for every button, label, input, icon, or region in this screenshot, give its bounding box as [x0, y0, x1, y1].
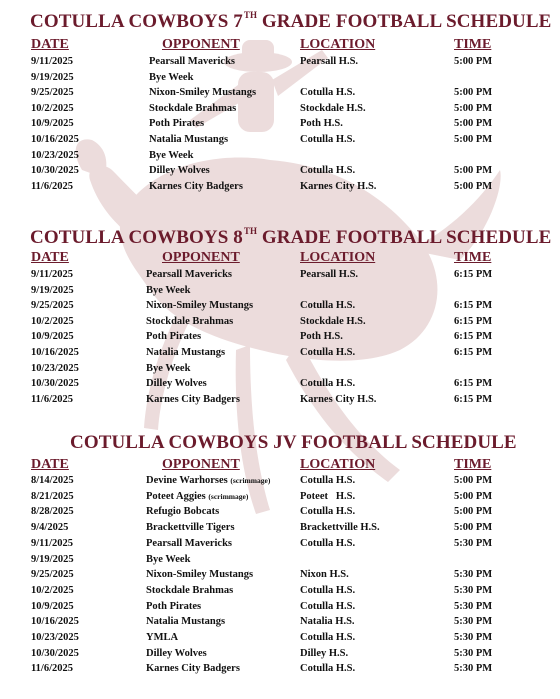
game-location: Pearsall H.S. [300, 56, 359, 67]
opponent-cell [146, 361, 190, 376]
game-time: 6:15 PM [454, 331, 493, 343]
opponent-name: YMLA [146, 632, 179, 643]
opponent-name: Devine Warhorses [146, 475, 228, 486]
opponent-cell [149, 116, 204, 131]
schedule-row [0, 101, 560, 116]
opponent-name: Brackettville Tigers [146, 522, 235, 534]
column-header-time: TIME [454, 250, 492, 265]
opponent-cell [146, 567, 253, 582]
column-header-date: DATE [31, 37, 69, 52]
opponent-cell [146, 267, 232, 282]
game-location: Cotulla H.S. [300, 600, 356, 612]
game-location: Cotulla H.S. [300, 475, 356, 486]
game-date: 10/16/2025 [31, 134, 79, 145]
schedule-row [0, 661, 560, 676]
schedule-row [0, 329, 560, 344]
game-location: Cotulla H.S. [300, 632, 356, 643]
schedule-row [0, 583, 560, 598]
game-location: Cotulla H.S. [300, 537, 356, 549]
opponent-cell [146, 614, 225, 629]
game-location: Cotulla H.S. [300, 506, 356, 518]
column-header-opponent: OPPONENT [162, 457, 240, 472]
game-time: 5:30 PM [454, 584, 493, 596]
schedule-row [0, 599, 560, 614]
game-location: Pearsall H.S. [300, 269, 359, 280]
schedule-row [0, 392, 560, 407]
game-location: Cotulla H.S. [300, 300, 356, 312]
game-location: Cotulla H.S. [300, 134, 356, 145]
game-time: 6:15 PM [454, 269, 493, 280]
game-time: 5:30 PM [454, 632, 493, 643]
column-header-location: LOCATION [300, 37, 376, 52]
game-date: 9/25/2025 [31, 569, 74, 581]
schedule-row [0, 567, 560, 582]
opponent-name: Natalia Mustangs [146, 347, 226, 358]
schedule-row [0, 536, 560, 551]
game-time: 5:00 PM [454, 87, 493, 99]
schedule-row [0, 473, 560, 488]
game-time: 5:00 PM [454, 134, 493, 145]
game-time: 5:00 PM [454, 475, 493, 486]
title-superscript: TH [243, 10, 258, 20]
opponent-name: Nixon-Smiley Mustangs [149, 87, 257, 99]
game-location: Cotulla H.S. [300, 378, 356, 390]
schedule-row [0, 116, 560, 131]
game-time: 6:15 PM [454, 315, 493, 327]
schedule-title [30, 10, 551, 33]
opponent-name: Karnes City Badgers [149, 180, 243, 192]
opponent-cell [149, 179, 243, 194]
schedule-row [0, 54, 560, 69]
column-header-time: TIME [454, 457, 492, 472]
game-location: Karnes City H.S. [300, 393, 377, 405]
opponent-name: Stockdale Brahmas [149, 102, 237, 114]
column-header-location: LOCATION [300, 250, 376, 265]
opponent-cell [146, 552, 190, 567]
column-header-date: DATE [31, 250, 69, 265]
opponent-cell [146, 298, 253, 313]
opponent-name: Dilley Wolves [146, 647, 207, 659]
game-time: 5:30 PM [454, 600, 493, 612]
opponent-cell [146, 504, 219, 519]
game-date: 8/21/2025 [31, 490, 74, 502]
opponent-cell [146, 314, 233, 329]
game-location: Dilley H.S. [300, 647, 349, 659]
opponent-cell [146, 583, 233, 598]
title-text: COTULLA COWBOYS 8 [30, 227, 243, 248]
game-date: 9/25/2025 [31, 300, 74, 312]
title-text: COTULLA COWBOYS 7 [30, 11, 243, 32]
column-header-opponent: OPPONENT [162, 250, 240, 265]
game-date: 8/28/2025 [31, 506, 74, 518]
game-date: 10/2/2025 [31, 584, 74, 596]
game-time: 5:30 PM [454, 647, 493, 659]
game-date: 10/2/2025 [31, 315, 74, 327]
column-header-date: DATE [31, 457, 69, 472]
game-date: 9/11/2025 [31, 269, 74, 280]
opponent-cell [146, 536, 232, 551]
game-time: 6:15 PM [454, 378, 493, 390]
schedule-row [0, 376, 560, 391]
opponent-cell [146, 599, 201, 614]
game-date: 9/19/2025 [31, 284, 74, 296]
opponent-name: Poteet Aggies [146, 490, 206, 502]
schedule-row [0, 70, 560, 85]
game-time: 5:00 PM [454, 490, 493, 502]
opponent-name: Dilley Wolves [149, 165, 210, 177]
game-time: 5:30 PM [454, 569, 493, 581]
game-date: 10/16/2025 [31, 616, 79, 628]
game-date: 10/23/2025 [31, 149, 79, 161]
game-location: Cotulla H.S. [300, 347, 356, 358]
opponent-cell [149, 101, 236, 116]
game-time: 5:00 PM [454, 522, 493, 534]
schedule-row [0, 552, 560, 567]
opponent-cell [146, 630, 178, 645]
game-time: 5:00 PM [454, 180, 493, 192]
opponent-name: Karnes City Badgers [146, 393, 240, 405]
schedule-row [0, 298, 560, 313]
game-date: 11/6/2025 [31, 393, 74, 405]
game-location: Nixon H.S. [300, 569, 349, 581]
game-location: Stockdale H.S. [300, 315, 366, 327]
schedule-row [0, 630, 560, 645]
opponent-cell [146, 646, 207, 661]
opponent-name: Bye Week [146, 362, 191, 374]
game-time: 5:00 PM [454, 165, 493, 177]
game-location: Cotulla H.S. [300, 165, 356, 177]
game-date: 9/11/2025 [31, 537, 74, 549]
opponent-name: Nixon-Smiley Mustangs [146, 569, 254, 581]
opponent-name: Karnes City Badgers [146, 663, 240, 675]
schedule-row [0, 504, 560, 519]
game-date: 9/25/2025 [31, 87, 74, 99]
schedule-row [0, 361, 560, 376]
opponent-name: Bye Week [149, 71, 194, 83]
schedule-row [0, 520, 560, 535]
opponent-name: Poth Pirates [146, 331, 202, 343]
game-note: (scrimmage) [208, 491, 249, 501]
game-date: 11/6/2025 [31, 663, 74, 675]
game-date: 10/23/2025 [31, 632, 79, 643]
title-text: COTULLA COWBOYS JV FOOTBALL SCHEDULE [70, 432, 517, 453]
schedule-row [0, 314, 560, 329]
opponent-name: Natalia Mustangs [149, 134, 229, 145]
opponent-cell [149, 148, 193, 163]
column-header-location: LOCATION [300, 457, 376, 472]
opponent-name: Poth Pirates [146, 600, 202, 612]
title-text-rest: GRADE FOOTBALL SCHEDULE [257, 227, 552, 248]
game-location: Stockdale H.S. [300, 102, 366, 114]
opponent-name: Stockdale Brahmas [146, 584, 234, 596]
game-date: 10/30/2025 [31, 647, 79, 659]
schedule-row [0, 489, 560, 504]
game-date: 10/9/2025 [31, 600, 74, 612]
opponent-cell [149, 85, 256, 100]
opponent-name: Natalia Mustangs [146, 616, 226, 628]
opponent-name: Refugio Bobcats [146, 506, 220, 518]
opponent-name: Nixon-Smiley Mustangs [146, 300, 254, 312]
game-time: 6:15 PM [454, 300, 493, 312]
game-date: 10/30/2025 [31, 378, 79, 390]
opponent-name: Dilley Wolves [146, 378, 207, 390]
opponent-cell [146, 489, 248, 504]
game-date: 10/9/2025 [31, 118, 74, 130]
game-date: 10/16/2025 [31, 347, 79, 358]
column-header-time: TIME [454, 37, 492, 52]
opponent-name: Stockdale Brahmas [146, 315, 234, 327]
game-time: 6:15 PM [454, 347, 493, 358]
game-time: 5:30 PM [454, 616, 493, 628]
column-header-opponent: OPPONENT [162, 37, 240, 52]
game-time: 5:30 PM [454, 663, 493, 675]
opponent-name: Pearsall Mavericks [149, 56, 236, 67]
schedule-title [70, 432, 517, 454]
schedule-row [0, 614, 560, 629]
game-location: Poteet H.S. [300, 490, 356, 502]
game-date: 10/2/2025 [31, 102, 74, 114]
opponent-cell [146, 520, 235, 535]
opponent-name: Pearsall Mavericks [146, 537, 233, 549]
opponent-name: Poth Pirates [149, 118, 205, 130]
game-time: 5:00 PM [454, 102, 493, 114]
opponent-cell [146, 376, 207, 391]
game-location: Poth H.S. [300, 331, 343, 343]
game-location: Cotulla H.S. [300, 663, 356, 675]
opponent-cell [146, 661, 240, 676]
game-time: 5:00 PM [454, 506, 493, 518]
title-superscript: TH [243, 226, 258, 236]
game-time: 5:30 PM [454, 537, 493, 549]
opponent-cell [149, 163, 210, 178]
opponent-cell [146, 345, 225, 360]
schedule-row [0, 132, 560, 147]
schedule-row [0, 345, 560, 360]
opponent-name: Pearsall Mavericks [146, 269, 233, 280]
game-date: 9/4/2025 [31, 522, 69, 534]
game-date: 10/30/2025 [31, 165, 79, 177]
game-date: 8/14/2025 [31, 475, 74, 486]
schedule-row [0, 148, 560, 163]
game-location: Karnes City H.S. [300, 180, 377, 192]
game-date: 11/6/2025 [31, 180, 74, 192]
game-location: Cotulla H.S. [300, 87, 356, 99]
opponent-cell [149, 70, 193, 85]
game-time: 6:15 PM [454, 393, 493, 405]
game-location: Cotulla H.S. [300, 584, 356, 596]
schedule-title [30, 226, 551, 249]
game-date: 10/23/2025 [31, 362, 79, 374]
game-note: (scrimmage) [230, 476, 271, 485]
game-location: Brackettville H.S. [300, 522, 380, 534]
opponent-cell [146, 392, 240, 407]
schedule-row [0, 283, 560, 298]
opponent-cell [146, 473, 270, 488]
opponent-cell [146, 329, 201, 344]
opponent-cell [149, 54, 235, 69]
game-date: 10/9/2025 [31, 331, 74, 343]
schedule-row [0, 267, 560, 282]
game-location: Natalia H.S. [300, 616, 355, 628]
game-time: 5:00 PM [454, 118, 493, 130]
game-date: 9/19/2025 [31, 71, 74, 83]
opponent-cell [146, 283, 190, 298]
schedule-row [0, 646, 560, 661]
game-date: 9/11/2025 [31, 56, 74, 67]
opponent-name: Bye Week [146, 553, 191, 565]
game-time: 5:00 PM [454, 56, 493, 67]
title-text-rest: GRADE FOOTBALL SCHEDULE [257, 11, 552, 32]
schedule-row [0, 163, 560, 178]
opponent-cell [149, 132, 228, 147]
opponent-name: Bye Week [146, 284, 191, 296]
game-location: Poth H.S. [300, 118, 343, 130]
opponent-name: Bye Week [149, 149, 194, 161]
schedule-row [0, 179, 560, 194]
game-date: 9/19/2025 [31, 553, 74, 565]
schedule-row [0, 85, 560, 100]
